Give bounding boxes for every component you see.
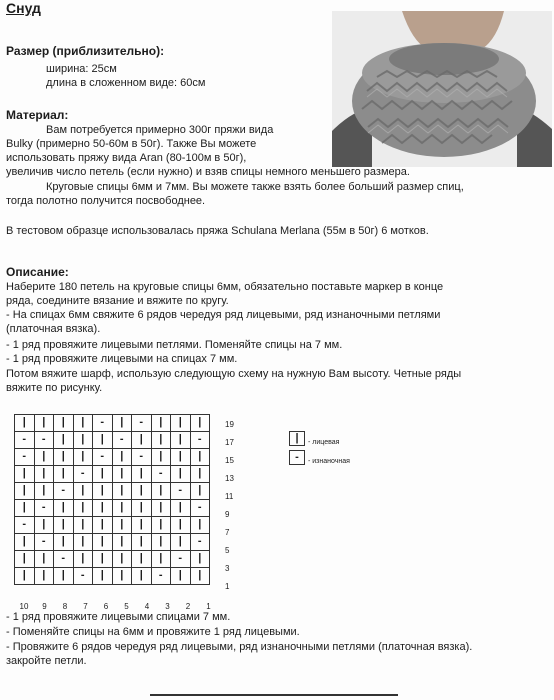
- chart-row-number: 1: [225, 582, 230, 591]
- knit-stitch-cell: |: [132, 534, 152, 551]
- purl-stitch-cell: -: [171, 551, 191, 568]
- material-line: Круговые спицы 6мм и 7мм. Вы можете также взять более больший размер спиц,: [46, 181, 464, 193]
- legend-knit-label: - лицевая: [308, 439, 340, 446]
- knit-stitch-cell: |: [93, 466, 113, 483]
- finish-line: - 1 ряд провяжите лицевыми спицами 7 мм.: [6, 611, 231, 623]
- description-line: (платочная вязка).: [6, 323, 101, 335]
- knit-stitch-cell: |: [190, 466, 210, 483]
- purl-stitch-cell: -: [34, 534, 54, 551]
- purl-stitch-cell: -: [54, 483, 74, 500]
- chart-row: [15, 551, 210, 568]
- knit-stitch-cell: |: [34, 483, 54, 500]
- chart-column-number: 9: [42, 602, 47, 611]
- knit-stitch-cell: |: [151, 432, 171, 449]
- chart-column-number: 6: [103, 602, 109, 611]
- knit-stitch-cell: |: [171, 568, 191, 585]
- purl-stitch-cell: -: [73, 466, 93, 483]
- chart-row: [15, 500, 210, 517]
- page-title: Снуд: [6, 0, 41, 16]
- bottom-divider: [150, 694, 398, 696]
- chart-row-number: 3: [225, 564, 230, 573]
- knit-stitch-cell: |: [171, 534, 191, 551]
- knit-stitch-cell: |: [132, 483, 152, 500]
- description-line: Потом вяжите шарф, использую следующую схему на нужную Вам высоту. Четные ряды: [6, 368, 462, 380]
- material-line: увеличив число петель (если нужно) и взяв спицы немного меньшего размера.: [6, 166, 410, 178]
- knit-stitch-cell: |: [73, 483, 93, 500]
- knit-stitch-cell: |: [171, 517, 191, 534]
- knit-stitch-cell: |: [190, 415, 210, 432]
- knit-stitch-cell: |: [151, 415, 171, 432]
- knit-stitch-cell: |: [112, 517, 132, 534]
- size-length: длина в сложенном виде: 60см: [46, 77, 206, 89]
- knit-stitch-cell: |: [190, 483, 210, 500]
- purl-stitch-cell: -: [93, 415, 113, 432]
- purl-stitch-cell: -: [151, 466, 171, 483]
- legend-purl-symbol: -: [289, 450, 305, 465]
- stitch-chart-grid: [14, 414, 210, 585]
- purl-stitch-cell: -: [34, 500, 54, 517]
- snood-photo: [332, 11, 552, 167]
- knit-stitch-cell: |: [112, 500, 132, 517]
- knit-stitch-cell: |: [34, 449, 54, 466]
- knit-stitch-cell: |: [73, 449, 93, 466]
- purl-stitch-cell: -: [190, 500, 210, 517]
- knit-stitch-cell: |: [93, 500, 113, 517]
- chart-row-number: 7: [225, 528, 230, 537]
- knit-stitch-cell: |: [112, 551, 132, 568]
- knit-stitch-cell: |: [112, 415, 132, 432]
- chart-row-number: 17: [225, 438, 234, 447]
- chart-row-number: 15: [225, 456, 234, 465]
- chart-row: [15, 449, 210, 466]
- knit-stitch-cell: |: [171, 466, 191, 483]
- purl-stitch-cell: -: [190, 432, 210, 449]
- knit-stitch-cell: |: [54, 449, 74, 466]
- knit-stitch-cell: |: [54, 534, 74, 551]
- knit-stitch-cell: |: [112, 483, 132, 500]
- material-line: Вам потребуется примерно 300г пряжи вида: [46, 124, 274, 136]
- knit-stitch-cell: |: [132, 432, 152, 449]
- chart-column-number: 8: [62, 602, 68, 611]
- knit-stitch-cell: |: [93, 483, 113, 500]
- description-heading: Описание:: [6, 265, 69, 279]
- knit-stitch-cell: |: [93, 534, 113, 551]
- chart-row-number: 19: [225, 420, 234, 429]
- purl-stitch-cell: -: [132, 449, 152, 466]
- purl-stitch-cell: -: [93, 449, 113, 466]
- chart-row-number: 13: [225, 474, 234, 483]
- finish-line: - Поменяйте спицы на 6мм и провяжите 1 ряд лицевыми.: [6, 626, 300, 638]
- knit-stitch-cell: |: [151, 500, 171, 517]
- knit-stitch-cell: |: [132, 568, 152, 585]
- knit-stitch-cell: |: [151, 449, 171, 466]
- knit-stitch-cell: |: [34, 568, 54, 585]
- material-line: тогда полотно получится посвободнее.: [6, 195, 206, 207]
- knit-stitch-cell: |: [15, 466, 35, 483]
- description-line: вяжите по рисунку.: [6, 382, 103, 394]
- knit-stitch-cell: |: [132, 500, 152, 517]
- knit-stitch-cell: |: [171, 415, 191, 432]
- knit-stitch-cell: |: [15, 500, 35, 517]
- knit-stitch-cell: |: [93, 517, 113, 534]
- chart-row-number: 5: [225, 546, 230, 555]
- chart-column-number: 5: [124, 602, 129, 611]
- knit-stitch-cell: |: [93, 551, 113, 568]
- purl-stitch-cell: -: [132, 415, 152, 432]
- knit-stitch-cell: |: [93, 568, 113, 585]
- chart-row: [15, 483, 210, 500]
- finish-line: закройте петли.: [6, 655, 87, 667]
- knit-stitch-cell: |: [171, 449, 191, 466]
- knit-stitch-cell: |: [132, 551, 152, 568]
- knit-stitch-cell: |: [112, 568, 132, 585]
- knit-stitch-cell: |: [171, 432, 191, 449]
- chart-row: [15, 432, 210, 449]
- chart-column-number: 2: [185, 602, 191, 611]
- chart-column-number: 1: [206, 602, 211, 611]
- knit-stitch-cell: |: [73, 517, 93, 534]
- snood-photo-illustration: [332, 11, 552, 167]
- purl-stitch-cell: -: [54, 551, 74, 568]
- knit-stitch-cell: |: [112, 449, 132, 466]
- purl-stitch-cell: -: [15, 449, 35, 466]
- knit-stitch-cell: |: [34, 415, 54, 432]
- purl-stitch-cell: -: [15, 517, 35, 534]
- chart-column-number: 4: [144, 602, 150, 611]
- knit-stitch-cell: |: [15, 483, 35, 500]
- knit-stitch-cell: |: [15, 415, 35, 432]
- description-line: - 1 ряд провяжите лицевыми на спицах 7 мм.: [6, 353, 238, 365]
- knit-stitch-cell: |: [15, 568, 35, 585]
- chart-row: [15, 568, 210, 585]
- description-line: ряда, соедините вязание и вяжите по кругу.: [6, 295, 229, 307]
- legend-knit-symbol: |: [289, 431, 305, 446]
- knit-stitch-cell: |: [151, 534, 171, 551]
- knit-stitch-cell: |: [151, 483, 171, 500]
- chart-column-number: 3: [165, 602, 170, 611]
- knit-stitch-cell: |: [73, 500, 93, 517]
- knit-stitch-cell: |: [151, 517, 171, 534]
- purl-stitch-cell: -: [151, 568, 171, 585]
- purl-stitch-cell: -: [112, 432, 132, 449]
- knit-stitch-cell: |: [112, 534, 132, 551]
- knit-stitch-cell: |: [190, 568, 210, 585]
- knit-stitch-cell: |: [132, 466, 152, 483]
- purl-stitch-cell: -: [15, 432, 35, 449]
- knit-stitch-cell: |: [151, 551, 171, 568]
- purl-stitch-cell: -: [190, 534, 210, 551]
- description-line: - На спицах 6мм свяжите 6 рядов чередуя ряд лицевыми, ряд изнаночными петлями: [6, 309, 441, 321]
- material-heading: Материал:: [6, 108, 69, 122]
- purl-stitch-cell: -: [171, 483, 191, 500]
- knit-stitch-cell: |: [73, 534, 93, 551]
- knit-stitch-cell: |: [171, 500, 191, 517]
- finish-line: - Провяжите 6 рядов чередуя ряд лицевыми, ряд изнаночными петлями (платочная вязка).: [6, 641, 473, 653]
- material-sample: В тестовом образце использовалась пряжа Schulana Merlana (55м в 50г) 6 мотков.: [6, 225, 429, 237]
- size-heading: Размер (приблизительно):: [6, 44, 165, 58]
- knit-stitch-cell: |: [54, 415, 74, 432]
- knit-stitch-cell: |: [73, 551, 93, 568]
- knit-stitch-cell: |: [132, 517, 152, 534]
- knit-stitch-cell: |: [34, 466, 54, 483]
- knit-stitch-cell: |: [54, 568, 74, 585]
- description-line: - 1 ряд провяжите лицевыми петлями. Поменяйте спицы на 7 мм.: [6, 339, 343, 351]
- knit-stitch-cell: |: [34, 517, 54, 534]
- chart-column-number: 10: [19, 602, 29, 611]
- chart-column-number: 7: [83, 602, 88, 611]
- chart-row: [15, 415, 210, 432]
- material-line: использовать пряжу вида Aran (80-100м в 50г),: [6, 152, 247, 164]
- knit-stitch-cell: |: [54, 517, 74, 534]
- chart-row-number: 9: [225, 510, 230, 519]
- purl-stitch-cell: -: [34, 432, 54, 449]
- knit-stitch-cell: |: [190, 517, 210, 534]
- purl-stitch-cell: -: [73, 568, 93, 585]
- chart-row-number: 11: [225, 492, 234, 501]
- knit-stitch-cell: |: [73, 415, 93, 432]
- legend-purl-label: - изнаночная: [308, 458, 350, 465]
- knit-stitch-cell: |: [73, 432, 93, 449]
- size-width: ширина: 25см: [46, 63, 117, 75]
- knit-stitch-cell: |: [54, 466, 74, 483]
- knit-stitch-cell: |: [15, 534, 35, 551]
- stitch-chart: [14, 414, 234, 611]
- knit-stitch-cell: |: [34, 551, 54, 568]
- knit-stitch-cell: |: [190, 551, 210, 568]
- chart-row: [15, 534, 210, 551]
- chart-row: [15, 466, 210, 483]
- knit-stitch-cell: |: [54, 432, 74, 449]
- knit-stitch-cell: |: [15, 551, 35, 568]
- knit-stitch-cell: |: [93, 432, 113, 449]
- chart-row: [15, 517, 210, 534]
- knit-stitch-cell: |: [190, 449, 210, 466]
- knit-stitch-cell: |: [112, 466, 132, 483]
- description-line: Наберите 180 петель на круговые спицы 6мм, обязательно поставьте маркер в конце: [6, 281, 444, 293]
- knit-stitch-cell: |: [54, 500, 74, 517]
- material-line: Bulky (примерно 50-60м в 50г). Также Вы можете: [6, 138, 257, 150]
